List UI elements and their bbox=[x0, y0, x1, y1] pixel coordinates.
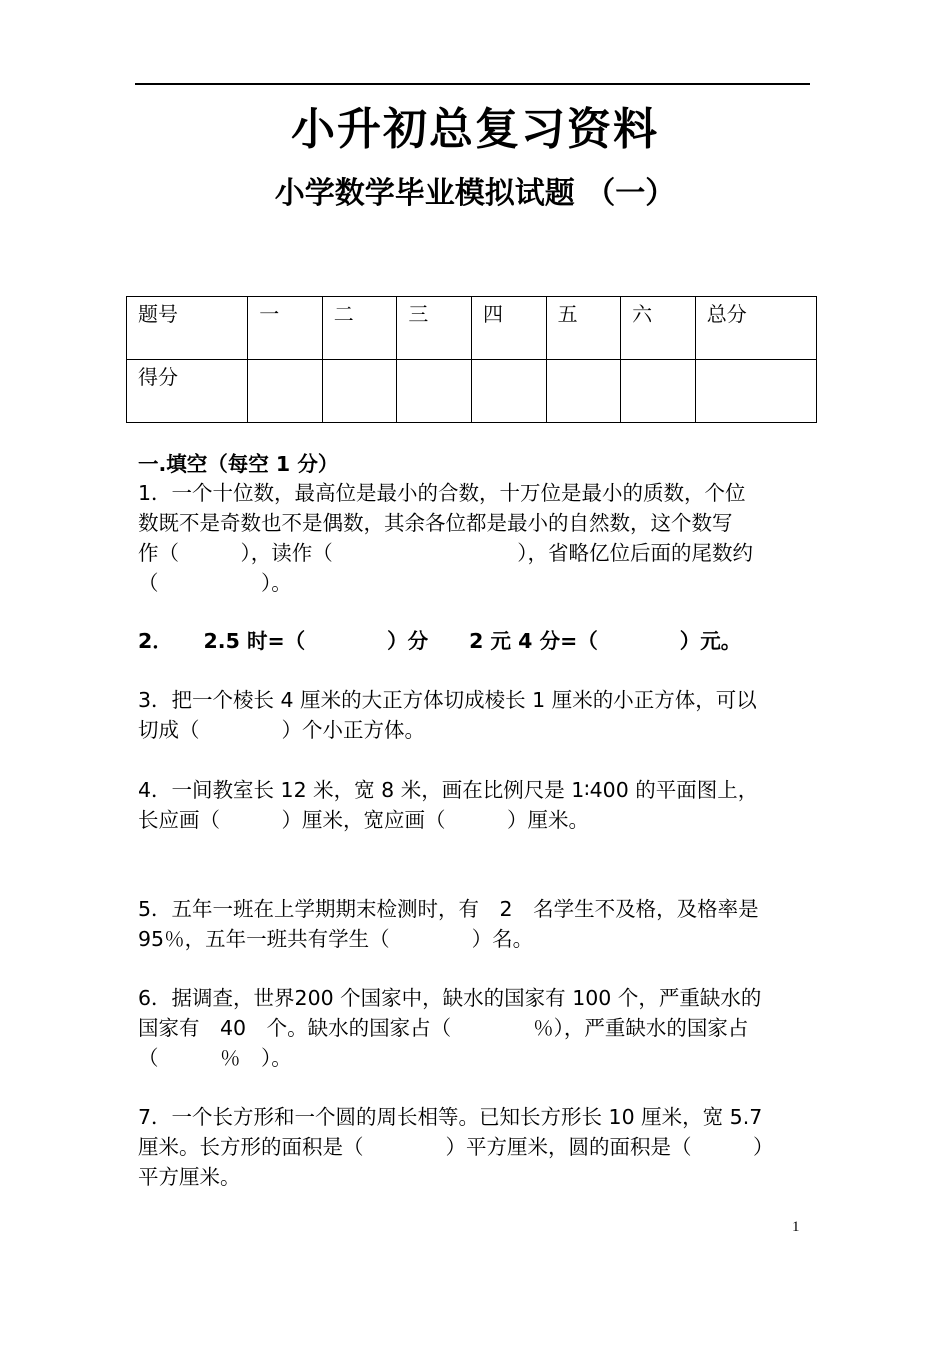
question-5 bbox=[138, 894, 828, 954]
question-3 bbox=[138, 685, 828, 745]
table-cell-total: 总分 bbox=[695, 297, 816, 360]
question-line: 切成（ ）个小正方体。 bbox=[138, 718, 425, 742]
question-line: 4．一间教室长 12 米，宽 8 米，画在比例尺是 1∶400 的平面图上， bbox=[138, 778, 759, 802]
question-line: 平方厘米。 bbox=[138, 1165, 241, 1189]
table-cell-label: 题号 bbox=[127, 297, 248, 360]
score-table-header-row bbox=[127, 297, 817, 360]
page-number: 1 bbox=[792, 1219, 800, 1235]
table-cell-q5: 五 bbox=[546, 297, 621, 360]
score-entry-cell bbox=[471, 360, 546, 423]
question-line: 作（ ），读作（ ），省略亿位后面的尾数约 bbox=[138, 541, 753, 565]
question-line: 3．把一个棱长 4 厘米的大正方体切成棱长 1 厘米的小正方体，可以 bbox=[138, 688, 757, 712]
table-cell-q1: 一 bbox=[248, 297, 323, 360]
question-line: （ ）。 bbox=[138, 571, 292, 595]
main-title: 小升初总复习资料 bbox=[291, 104, 659, 155]
question-line: （ ％ ）。 bbox=[138, 1046, 292, 1070]
score-entry-cell bbox=[397, 360, 472, 423]
table-cell-q3: 三 bbox=[397, 297, 472, 360]
section-heading: 一.填空（每空 1 分） bbox=[138, 452, 339, 476]
question-line: 95％，五年一班共有学生（ ）名。 bbox=[138, 927, 534, 951]
table-cell-q6: 六 bbox=[621, 297, 696, 360]
exam-subtitle: 小学数学毕业模拟试题 （一） bbox=[274, 176, 676, 211]
table-cell-q2: 二 bbox=[322, 297, 397, 360]
score-entry-cell bbox=[695, 360, 816, 423]
question-line: 国家有 40 个。缺水的国家占（ ％），严重缺水的国家占 bbox=[138, 1016, 749, 1040]
question-line: 1．一个十位数，最高位是最小的合数，十万位是最小的质数，个位 bbox=[138, 481, 746, 505]
question-2 bbox=[138, 626, 828, 656]
score-entry-cell bbox=[322, 360, 397, 423]
question-line: 5．五年一班在上学期期末检测时，有 2 名学生不及格，及格率是 bbox=[138, 897, 759, 921]
score-entry-cell bbox=[621, 360, 696, 423]
score-entry-cell bbox=[248, 360, 323, 423]
table-cell-score-label: 得分 bbox=[127, 360, 248, 423]
table-cell-q4: 四 bbox=[471, 297, 546, 360]
score-table bbox=[126, 296, 817, 423]
question-1 bbox=[138, 478, 828, 598]
score-table-score-row bbox=[127, 360, 817, 423]
question-4 bbox=[138, 775, 828, 835]
question-line: 厘米。长方形的面积是（ ）平方厘米，圆的面积是（ ） bbox=[138, 1135, 774, 1159]
question-line: 2． 2.5 时=（ ）分 2 元 4 分=（ ）元。 bbox=[138, 629, 742, 653]
question-line: 6．据调查，世界200 个国家中，缺水的国家有 100 个，严重缺水的 bbox=[138, 986, 762, 1010]
top-rule bbox=[135, 83, 810, 85]
question-line: 数既不是奇数也不是偶数，其余各位都是最小的自然数，这个数写 bbox=[138, 511, 733, 535]
question-line: 长应画（ ）厘米，宽应画（ ）厘米。 bbox=[138, 808, 589, 832]
score-entry-cell bbox=[546, 360, 621, 423]
question-7 bbox=[138, 1102, 828, 1192]
question-6 bbox=[138, 983, 828, 1073]
question-line: 7．一个长方形和一个圆的周长相等。已知长方形长 10 厘米，宽 5.7 bbox=[138, 1105, 763, 1129]
